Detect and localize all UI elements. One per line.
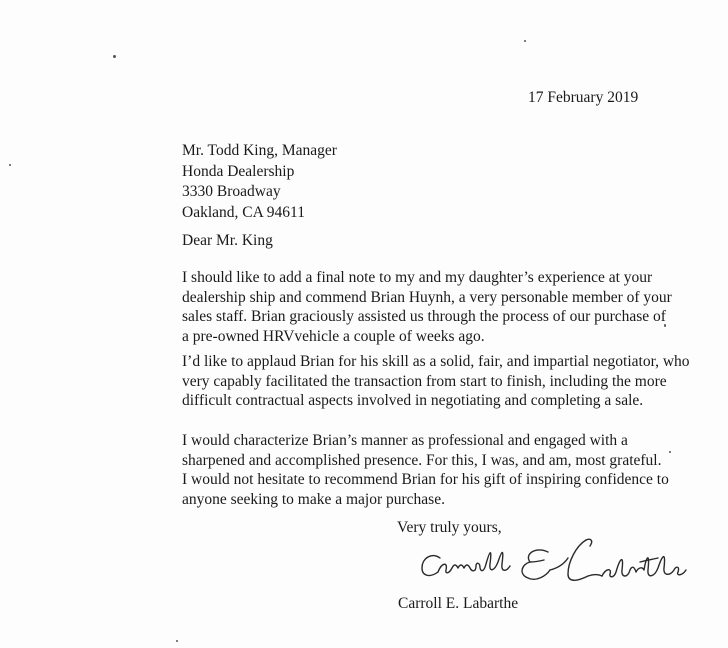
recipient-address <box>182 141 337 223</box>
salutation: Dear Mr. King <box>182 232 273 249</box>
handwritten-signature <box>418 528 688 592</box>
paragraph-line: very capably facilitated the transaction from start to finish, including the more <box>182 372 667 390</box>
scan-speck <box>176 640 178 642</box>
recipient-company-line: Honda Dealership <box>182 162 295 180</box>
body-paragraph-1 <box>182 268 672 346</box>
signer-name: Carroll E. Labarthe <box>398 595 519 612</box>
letter-date: 17 February 2019 <box>528 89 639 106</box>
body-paragraph-2 <box>182 352 690 411</box>
paragraph-line: I would not hesitate to recommend Brian for his gift of inspiring confidence to <box>182 471 669 488</box>
recipient-city-line: Oakland, CA 94611 <box>182 203 305 221</box>
scan-speck <box>113 55 116 58</box>
closing-line: Very truly yours, <box>397 519 502 536</box>
scan-speck <box>524 40 526 42</box>
scan-speck <box>9 164 11 166</box>
scan-speck <box>669 451 671 453</box>
paragraph-line: I should like to add a final note to my and my daughter’s experience at your <box>182 269 653 286</box>
recipient-name-line: Mr. Todd King, Manager <box>182 142 337 159</box>
paragraph-line: difficult contractual aspects involved in negotiating and completing a sale. <box>182 392 644 409</box>
recipient-street-line: 3330 Broadway <box>182 183 281 200</box>
paragraph-line: dealership ship and commend Brian Huynh, a very personable member of your <box>182 288 672 306</box>
paragraph-line: I would characterize Brian’s manner as professional and engaged with a <box>182 432 628 449</box>
paragraph-line: sales staff. Brian graciously assisted us through the process of our purchase of <box>182 308 666 325</box>
body-paragraph-3 <box>182 431 669 509</box>
paragraph-line: sharpened and accomplished presence. For this, I was, and am, most grateful. <box>182 451 662 469</box>
paragraph-line: I’d like to applaud Brian for his skill as a solid, fair, and impartial negotiator, who <box>182 353 690 370</box>
paragraph-line: anyone seeking to make a major purchase. <box>182 490 445 508</box>
paragraph-line: a pre-owned HRVvehicle a couple of weeks ago. <box>182 327 485 345</box>
